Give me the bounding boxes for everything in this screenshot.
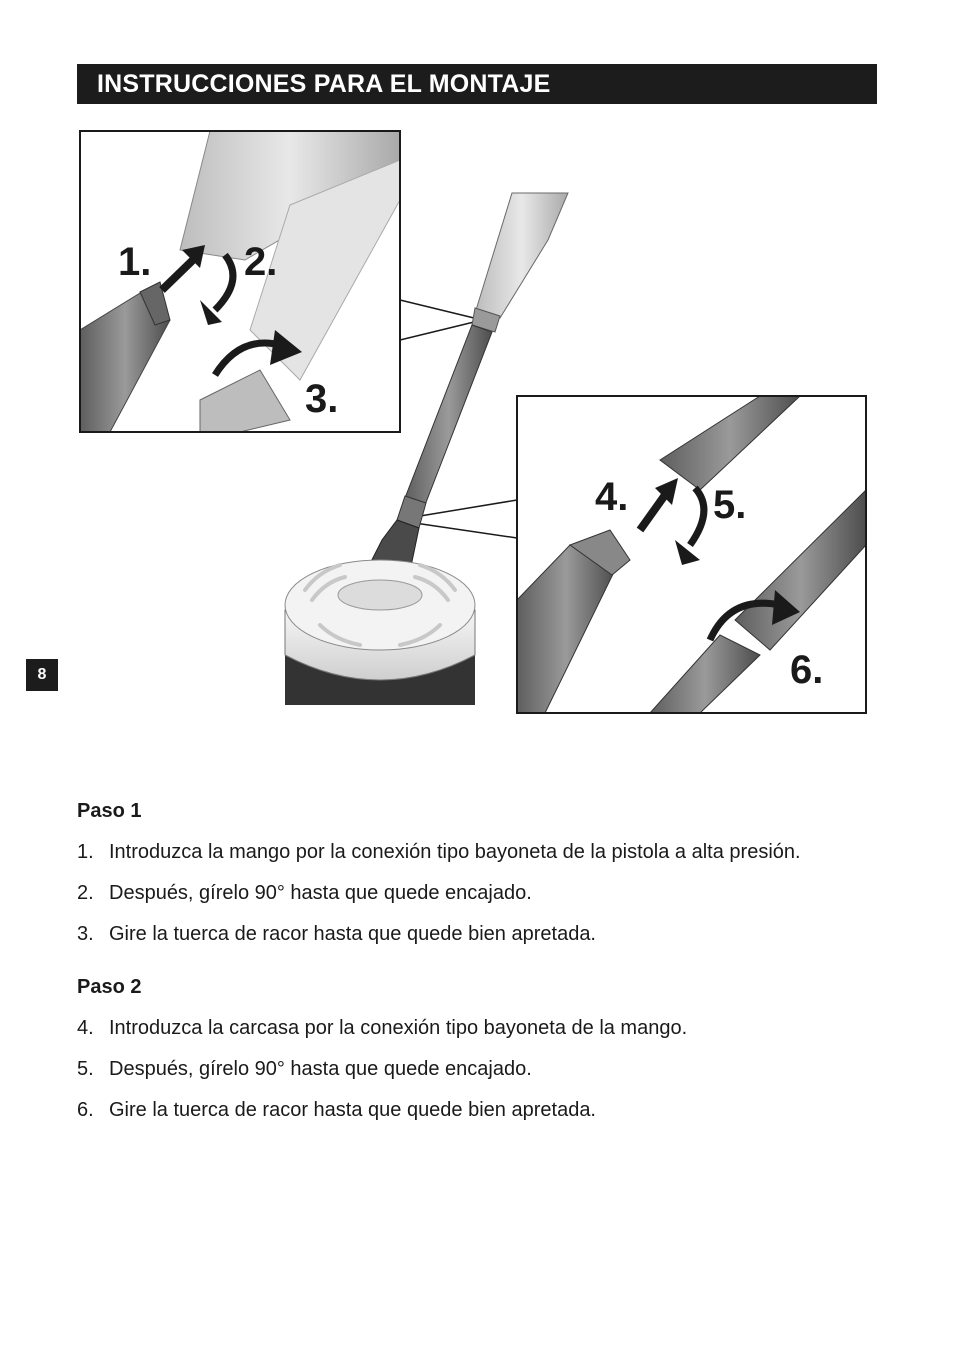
list-item-number: 6. <box>77 1099 94 1121</box>
callout-4: 4. <box>595 475 629 519</box>
page-number: 8 <box>26 659 58 691</box>
list-item-text: Introduzca la mango por la conexión tipo bayoneta de la pistola a alta presión. <box>109 841 801 863</box>
list-item <box>77 1017 687 1040</box>
callout-6: 6. <box>790 648 824 692</box>
detail-box-step2 <box>517 396 866 713</box>
list-item-number: 3. <box>77 923 94 945</box>
list-item-number: 5. <box>77 1058 94 1080</box>
callout-3: 3. <box>305 377 339 421</box>
list-item <box>77 841 801 864</box>
list-item-text: Después, gírelo 90° hasta que quede encajado. <box>109 882 532 904</box>
list-item-number: 4. <box>77 1017 94 1039</box>
detail-box-step1 <box>80 131 400 432</box>
list-item-text: Después, gírelo 90° hasta que quede encajado. <box>109 1058 532 1080</box>
step-heading-1: Paso 1 <box>77 800 142 822</box>
callout-1: 1. <box>118 240 152 284</box>
callout-5: 5. <box>713 483 747 527</box>
list-item <box>77 1099 596 1122</box>
list-item-text: Introduzca la carcasa por la conexión tipo bayoneta de la mango. <box>109 1017 688 1039</box>
surface-cleaner-illustration <box>285 560 475 705</box>
list-item-number: 2. <box>77 882 94 904</box>
list-item <box>77 1058 532 1081</box>
list-item-text: Gire la tuerca de racor hasta que quede bien apretada. <box>109 923 596 945</box>
page-title: INSTRUCCIONES PARA EL MONTAJE <box>97 70 551 98</box>
callout-2: 2. <box>244 240 278 284</box>
step-heading-2: Paso 2 <box>77 976 142 998</box>
list-item-text: Gire la tuerca de racor hasta que quede bien apretada. <box>109 1099 596 1121</box>
list-item-number: 1. <box>77 841 94 863</box>
list-item <box>77 923 596 946</box>
list-item <box>77 882 532 905</box>
